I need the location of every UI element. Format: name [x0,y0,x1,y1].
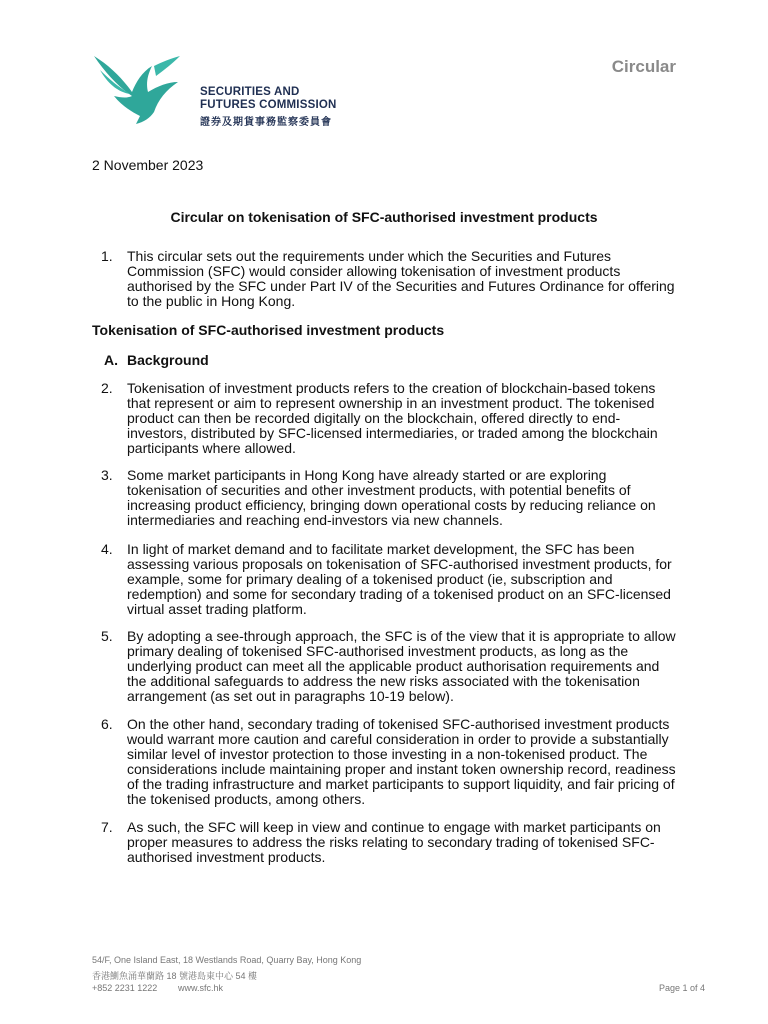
paragraph-text: In light of market demand and to facilitate market development, the SFC has been assessing various proposals on tokenisation of SFC-authorised investment products, for example, some for primary dealing of a tokenised product (ie, subscription and redemption) and some for secondary trading of a tokenised product on an SFC-licensed virtual asset trading platform. [127,541,672,617]
logo-text-chinese: 證券及期貨事務監察委員會 [200,117,332,128]
paragraph-text: As such, the SFC will keep in view and continue to engage with market participants on proper measures to address the risks relating to secondary trading of tokenised SFC-authorised investment products. [127,819,661,865]
footer-website-link[interactable]: www.sfc.hk [178,983,224,993]
paragraph-7 [92,820,676,865]
paragraph-4 [92,542,676,617]
footer-address-english: 54/F, One Island East, 18 Westlands Road, Quarry Bay, Hong Kong [92,955,362,965]
logo-text-line2: FUTURES COMMISSION [200,99,337,111]
paragraph-text: On the other hand, secondary trading of tokenised SFC-authorised investment products would warrant more caution and careful consideration in order to provide a substantially similar level of investor protection to those investing in a non-tokenised product. The considerations include maintaining proper and instant token ownership record, readiness of the trading infrastructure and market participants to support liquidity, and fair pricing of the tokenised products, among others. [127,716,676,807]
paragraph-text: By adopting a see-through approach, the SFC is of the view that it is appropriate to allow primary dealing of tokenised SFC-authorised investment products, as long as the underlying product can meet all the applicable product authorisation requirements and the additional safeguards to address the new risks associated with the tokenisation arrangement (as set out in paragraphs 10-19 below). [127,628,676,704]
subsection-label: Background [127,352,209,368]
paragraph-text: This circular sets out the requirements under which the Securities and Futures Commission (SFC) would consider allowing tokenisation of investment products authorised by the SFC under Part IV of the Securities and Futures Ordinance for offering to the public in Hong Kong. [127,248,675,309]
subsection-heading [92,352,209,368]
paragraph-2 [92,381,676,456]
paragraph-number: 2. [101,380,113,396]
paragraph-text: Some market participants in Hong Kong have already started or are exploring tokenisation of securities and other investment products, with potential benefits of increasing product efficiency, bringing down operational costs by reducing reliance on intermediaries and reaching end-investors via new channels. [127,467,656,528]
paragraph-text: Tokenisation of investment products refers to the creation of blockchain-based tokens that represent or aim to represent ownership in an investment product. The tokenised product can then be recorded digitally on the blockchain, offered directly to end-investors, distributed by SFC-licensed intermediaries, or traded among the blockchain participants where allowed. [127,380,658,456]
paragraph-3 [92,468,676,528]
section-heading: Tokenisation of SFC-authorised investment products [92,322,445,338]
paragraph-number: 4. [101,541,113,557]
footer-address-chinese: 香港鰂魚涌華蘭路 18 號港島東中心 54 樓 [92,971,258,981]
paragraph-number: 6. [101,716,113,732]
sfc-logo [92,52,337,128]
paragraph-5 [92,629,676,704]
subsection-number: A. [104,352,118,368]
paragraph-6 [92,717,676,807]
footer-phone: +852 2231 1222 [92,983,158,993]
paragraph-number: 3. [101,467,113,483]
document-type-label: Circular [611,57,676,76]
circular-title: Circular on tokenisation of SFC-authorised investment products [170,209,598,225]
logo-text-line1: SECURITIES AND [200,86,300,98]
paragraph-number: 1. [101,248,113,264]
circular-date: 2 November 2023 [92,157,204,173]
page-number: Page 1 of 4 [658,983,705,993]
paragraph-number: 5. [101,628,113,644]
paragraph-1 [92,249,676,309]
sfc-bird-logo-icon [92,52,192,128]
paragraph-number: 7. [101,819,113,835]
